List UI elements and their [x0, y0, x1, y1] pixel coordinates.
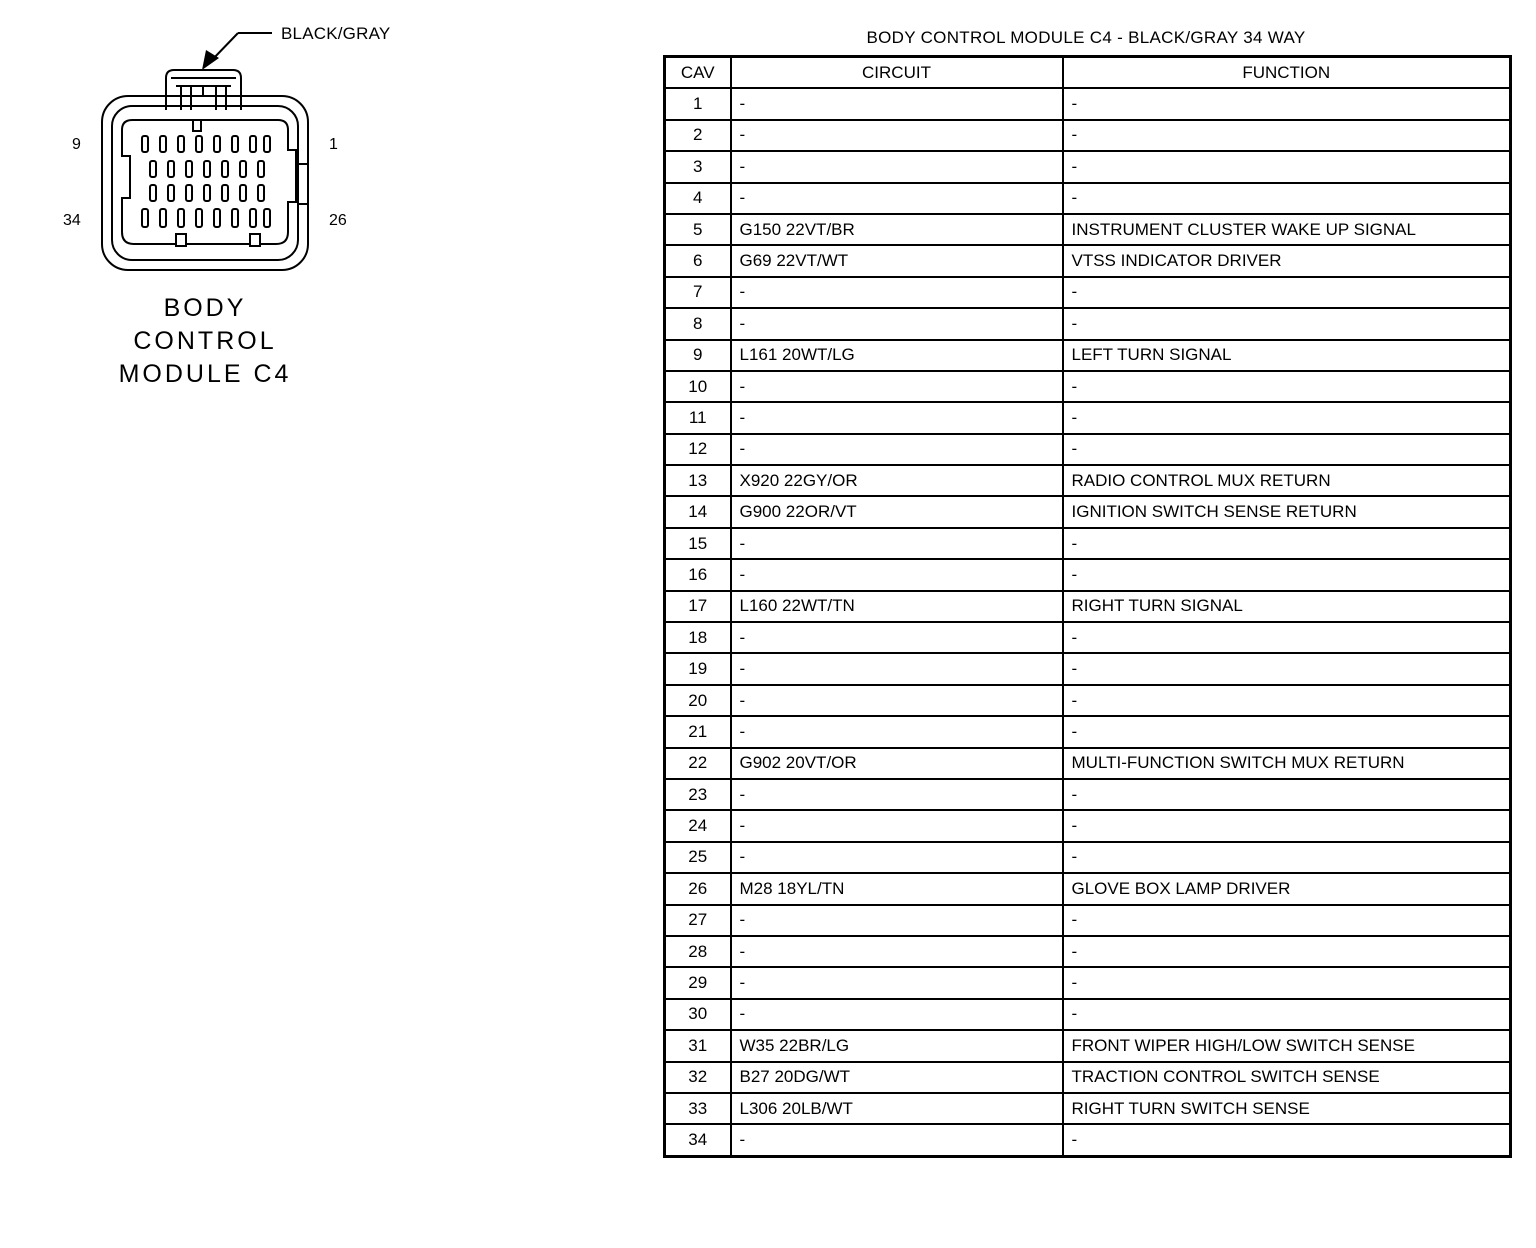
- function-cell: RIGHT TURN SIGNAL: [1063, 591, 1511, 622]
- function-cell: -: [1063, 716, 1511, 747]
- table-row: [665, 214, 1511, 245]
- cav-cell: 17: [665, 591, 731, 622]
- table-row: [665, 748, 1511, 779]
- table-row: [665, 277, 1511, 308]
- circuit-cell: M28 18YL/TN: [731, 873, 1063, 904]
- function-cell: -: [1063, 183, 1511, 214]
- cav-cell: 16: [665, 559, 731, 590]
- function-cell: RIGHT TURN SWITCH SENSE: [1063, 1093, 1511, 1124]
- table-row: [665, 591, 1511, 622]
- circuit-cell: G902 20VT/OR: [731, 748, 1063, 779]
- function-cell: MULTI-FUNCTION SWITCH MUX RETURN: [1063, 748, 1511, 779]
- pin-cavity: [160, 209, 166, 227]
- pin-cavity: [186, 161, 192, 177]
- table-row: [665, 340, 1511, 371]
- cav-cell: 29: [665, 967, 731, 998]
- function-cell: -: [1063, 402, 1511, 433]
- function-cell: -: [1063, 685, 1511, 716]
- circuit-cell: -: [731, 685, 1063, 716]
- pin-label-top-right: 1: [329, 136, 338, 153]
- table-row: [665, 1124, 1511, 1156]
- function-cell: -: [1063, 559, 1511, 590]
- pin-cavity: [250, 209, 256, 227]
- circuit-cell: -: [731, 402, 1063, 433]
- cav-cell: 31: [665, 1030, 731, 1061]
- cav-cell: 13: [665, 465, 731, 496]
- function-cell: -: [1063, 528, 1511, 559]
- function-cell: LEFT TURN SIGNAL: [1063, 340, 1511, 371]
- pinout-table: [663, 55, 1512, 1158]
- circuit-cell: -: [731, 151, 1063, 182]
- pin-cavity: [204, 185, 210, 201]
- pin-cavity: [240, 161, 246, 177]
- pin-cavity: [168, 161, 174, 177]
- function-cell: -: [1063, 371, 1511, 402]
- table-row: [665, 999, 1511, 1030]
- table-row: [665, 779, 1511, 810]
- function-cell: -: [1063, 151, 1511, 182]
- circuit-cell: G69 22VT/WT: [731, 245, 1063, 276]
- cav-cell: 28: [665, 936, 731, 967]
- table-row: [665, 245, 1511, 276]
- cav-cell: 21: [665, 716, 731, 747]
- table-row: [665, 1030, 1511, 1061]
- cav-cell: 26: [665, 873, 731, 904]
- table-row: [665, 716, 1511, 747]
- cav-cell: 7: [665, 277, 731, 308]
- table-row: [665, 528, 1511, 559]
- header-function: FUNCTION: [1063, 57, 1511, 89]
- lock-tab: [166, 70, 241, 131]
- function-cell: IGNITION SWITCH SENSE RETURN: [1063, 496, 1511, 527]
- cav-cell: 24: [665, 810, 731, 841]
- cav-cell: 32: [665, 1062, 731, 1093]
- function-cell: -: [1063, 1124, 1511, 1156]
- circuit-cell: -: [731, 277, 1063, 308]
- circuit-cell: L161 20WT/LG: [731, 340, 1063, 371]
- connector-title: [100, 292, 310, 391]
- function-cell: -: [1063, 905, 1511, 936]
- circuit-cell: X920 22GY/OR: [731, 465, 1063, 496]
- table-row: [665, 371, 1511, 402]
- function-cell: -: [1063, 967, 1511, 998]
- cav-cell: 10: [665, 371, 731, 402]
- pin-cavity: [142, 209, 148, 227]
- circuit-cell: B27 20DG/WT: [731, 1062, 1063, 1093]
- circuit-cell: -: [731, 308, 1063, 339]
- function-cell: -: [1063, 88, 1511, 119]
- pin-grid: [142, 136, 270, 227]
- cav-cell: 22: [665, 748, 731, 779]
- circuit-cell: -: [731, 936, 1063, 967]
- pin-cavity: [232, 209, 238, 227]
- circuit-cell: -: [731, 88, 1063, 119]
- pin-cavity: [240, 185, 246, 201]
- pin-cavity: [204, 161, 210, 177]
- circuit-cell: -: [731, 999, 1063, 1030]
- cav-cell: 8: [665, 308, 731, 339]
- pin-label-top-left: 9: [72, 136, 81, 153]
- pin-cavity: [264, 209, 270, 227]
- circuit-cell: -: [731, 622, 1063, 653]
- function-cell: TRACTION CONTROL SWITCH SENSE: [1063, 1062, 1511, 1093]
- table-row: [665, 496, 1511, 527]
- table-row: [665, 842, 1511, 873]
- function-cell: FRONT WIPER HIGH/LOW SWITCH SENSE: [1063, 1030, 1511, 1061]
- connector-title-line: BODY: [163, 294, 247, 322]
- header-cav: CAV: [665, 57, 731, 89]
- circuit-cell: -: [731, 434, 1063, 465]
- table-row: [665, 873, 1511, 904]
- circuit-cell: -: [731, 716, 1063, 747]
- circuit-cell: G150 22VT/BR: [731, 214, 1063, 245]
- table-row: [665, 967, 1511, 998]
- circuit-cell: G900 22OR/VT: [731, 496, 1063, 527]
- circuit-cell: -: [731, 183, 1063, 214]
- table-row: [665, 183, 1511, 214]
- cav-cell: 5: [665, 214, 731, 245]
- table-row: [665, 88, 1511, 119]
- pin-cavity: [150, 185, 156, 201]
- cav-cell: 1: [665, 88, 731, 119]
- table-title: BODY CONTROL MODULE C4 - BLACK/GRAY 34 WAY: [866, 28, 1306, 47]
- table-row: [665, 685, 1511, 716]
- table-row: [665, 151, 1511, 182]
- table-header-row: [665, 57, 1511, 89]
- circuit-cell: -: [731, 371, 1063, 402]
- cav-cell: 34: [665, 1124, 731, 1156]
- pin-cavity: [214, 209, 220, 227]
- circuit-cell: L160 22WT/TN: [731, 591, 1063, 622]
- function-cell: -: [1063, 842, 1511, 873]
- pin-cavity: [168, 185, 174, 201]
- cav-cell: 33: [665, 1093, 731, 1124]
- function-cell: -: [1063, 653, 1511, 684]
- table-row: [665, 936, 1511, 967]
- function-cell: -: [1063, 779, 1511, 810]
- pin-label-bottom-left: 34: [63, 212, 81, 229]
- callout-arrow: [202, 33, 272, 70]
- connector-title-line: CONTROL: [133, 327, 277, 355]
- function-cell: -: [1063, 308, 1511, 339]
- pin-cavity: [258, 161, 264, 177]
- function-cell: -: [1063, 277, 1511, 308]
- cav-cell: 4: [665, 183, 731, 214]
- pin-cavity: [222, 161, 228, 177]
- cav-cell: 30: [665, 999, 731, 1030]
- connector-color-label: BLACK/GRAY: [281, 24, 391, 43]
- circuit-cell: -: [731, 120, 1063, 151]
- cav-cell: 6: [665, 245, 731, 276]
- cav-cell: 25: [665, 842, 731, 873]
- cav-cell: 15: [665, 528, 731, 559]
- table-row: [665, 434, 1511, 465]
- pin-cavity: [178, 136, 184, 152]
- table-row: [665, 465, 1511, 496]
- function-cell: -: [1063, 810, 1511, 841]
- circuit-cell: -: [731, 528, 1063, 559]
- cav-cell: 23: [665, 779, 731, 810]
- cav-cell: 18: [665, 622, 731, 653]
- cav-cell: 2: [665, 120, 731, 151]
- cav-cell: 20: [665, 685, 731, 716]
- pin-cavity: [264, 136, 270, 152]
- table-row: [665, 622, 1511, 653]
- function-cell: INSTRUMENT CLUSTER WAKE UP SIGNAL: [1063, 214, 1511, 245]
- circuit-cell: -: [731, 810, 1063, 841]
- cav-cell: 3: [665, 151, 731, 182]
- table-row: [665, 559, 1511, 590]
- pin-cavity: [196, 209, 202, 227]
- cav-cell: 12: [665, 434, 731, 465]
- pin-cavity: [150, 161, 156, 177]
- function-cell: -: [1063, 936, 1511, 967]
- table-row: [665, 653, 1511, 684]
- circuit-cell: -: [731, 967, 1063, 998]
- table-row: [665, 1062, 1511, 1093]
- pin-cavity: [178, 209, 184, 227]
- table-row: [665, 905, 1511, 936]
- circuit-cell: L306 20LB/WT: [731, 1093, 1063, 1124]
- function-cell: VTSS INDICATOR DRIVER: [1063, 245, 1511, 276]
- cav-cell: 14: [665, 496, 731, 527]
- header-circuit: CIRCUIT: [731, 57, 1063, 89]
- table-row: [665, 402, 1511, 433]
- table-row: [665, 120, 1511, 151]
- pin-cavity: [250, 136, 256, 152]
- pin-label-bottom-right: 26: [329, 212, 347, 229]
- function-cell: -: [1063, 434, 1511, 465]
- circuit-cell: -: [731, 842, 1063, 873]
- function-cell: GLOVE BOX LAMP DRIVER: [1063, 873, 1511, 904]
- pin-cavity: [232, 136, 238, 152]
- table-row: [665, 308, 1511, 339]
- circuit-cell: -: [731, 653, 1063, 684]
- cav-cell: 19: [665, 653, 731, 684]
- circuit-cell: -: [731, 779, 1063, 810]
- pin-cavity: [258, 185, 264, 201]
- cav-cell: 9: [665, 340, 731, 371]
- function-cell: RADIO CONTROL MUX RETURN: [1063, 465, 1511, 496]
- pin-cavity: [160, 136, 166, 152]
- cav-cell: 11: [665, 402, 731, 433]
- circuit-cell: -: [731, 1124, 1063, 1156]
- circuit-cell: -: [731, 905, 1063, 936]
- pin-cavity: [142, 136, 148, 152]
- circuit-cell: -: [731, 559, 1063, 590]
- function-cell: -: [1063, 999, 1511, 1030]
- connector-title-line: MODULE C4: [118, 360, 292, 388]
- cav-cell: 27: [665, 905, 731, 936]
- table-row: [665, 810, 1511, 841]
- pin-cavity: [196, 136, 202, 152]
- table-row: [665, 1093, 1511, 1124]
- function-cell: -: [1063, 622, 1511, 653]
- function-cell: -: [1063, 120, 1511, 151]
- pin-cavity: [214, 136, 220, 152]
- pin-cavity: [186, 185, 192, 201]
- pin-cavity: [222, 185, 228, 201]
- circuit-cell: W35 22BR/LG: [731, 1030, 1063, 1061]
